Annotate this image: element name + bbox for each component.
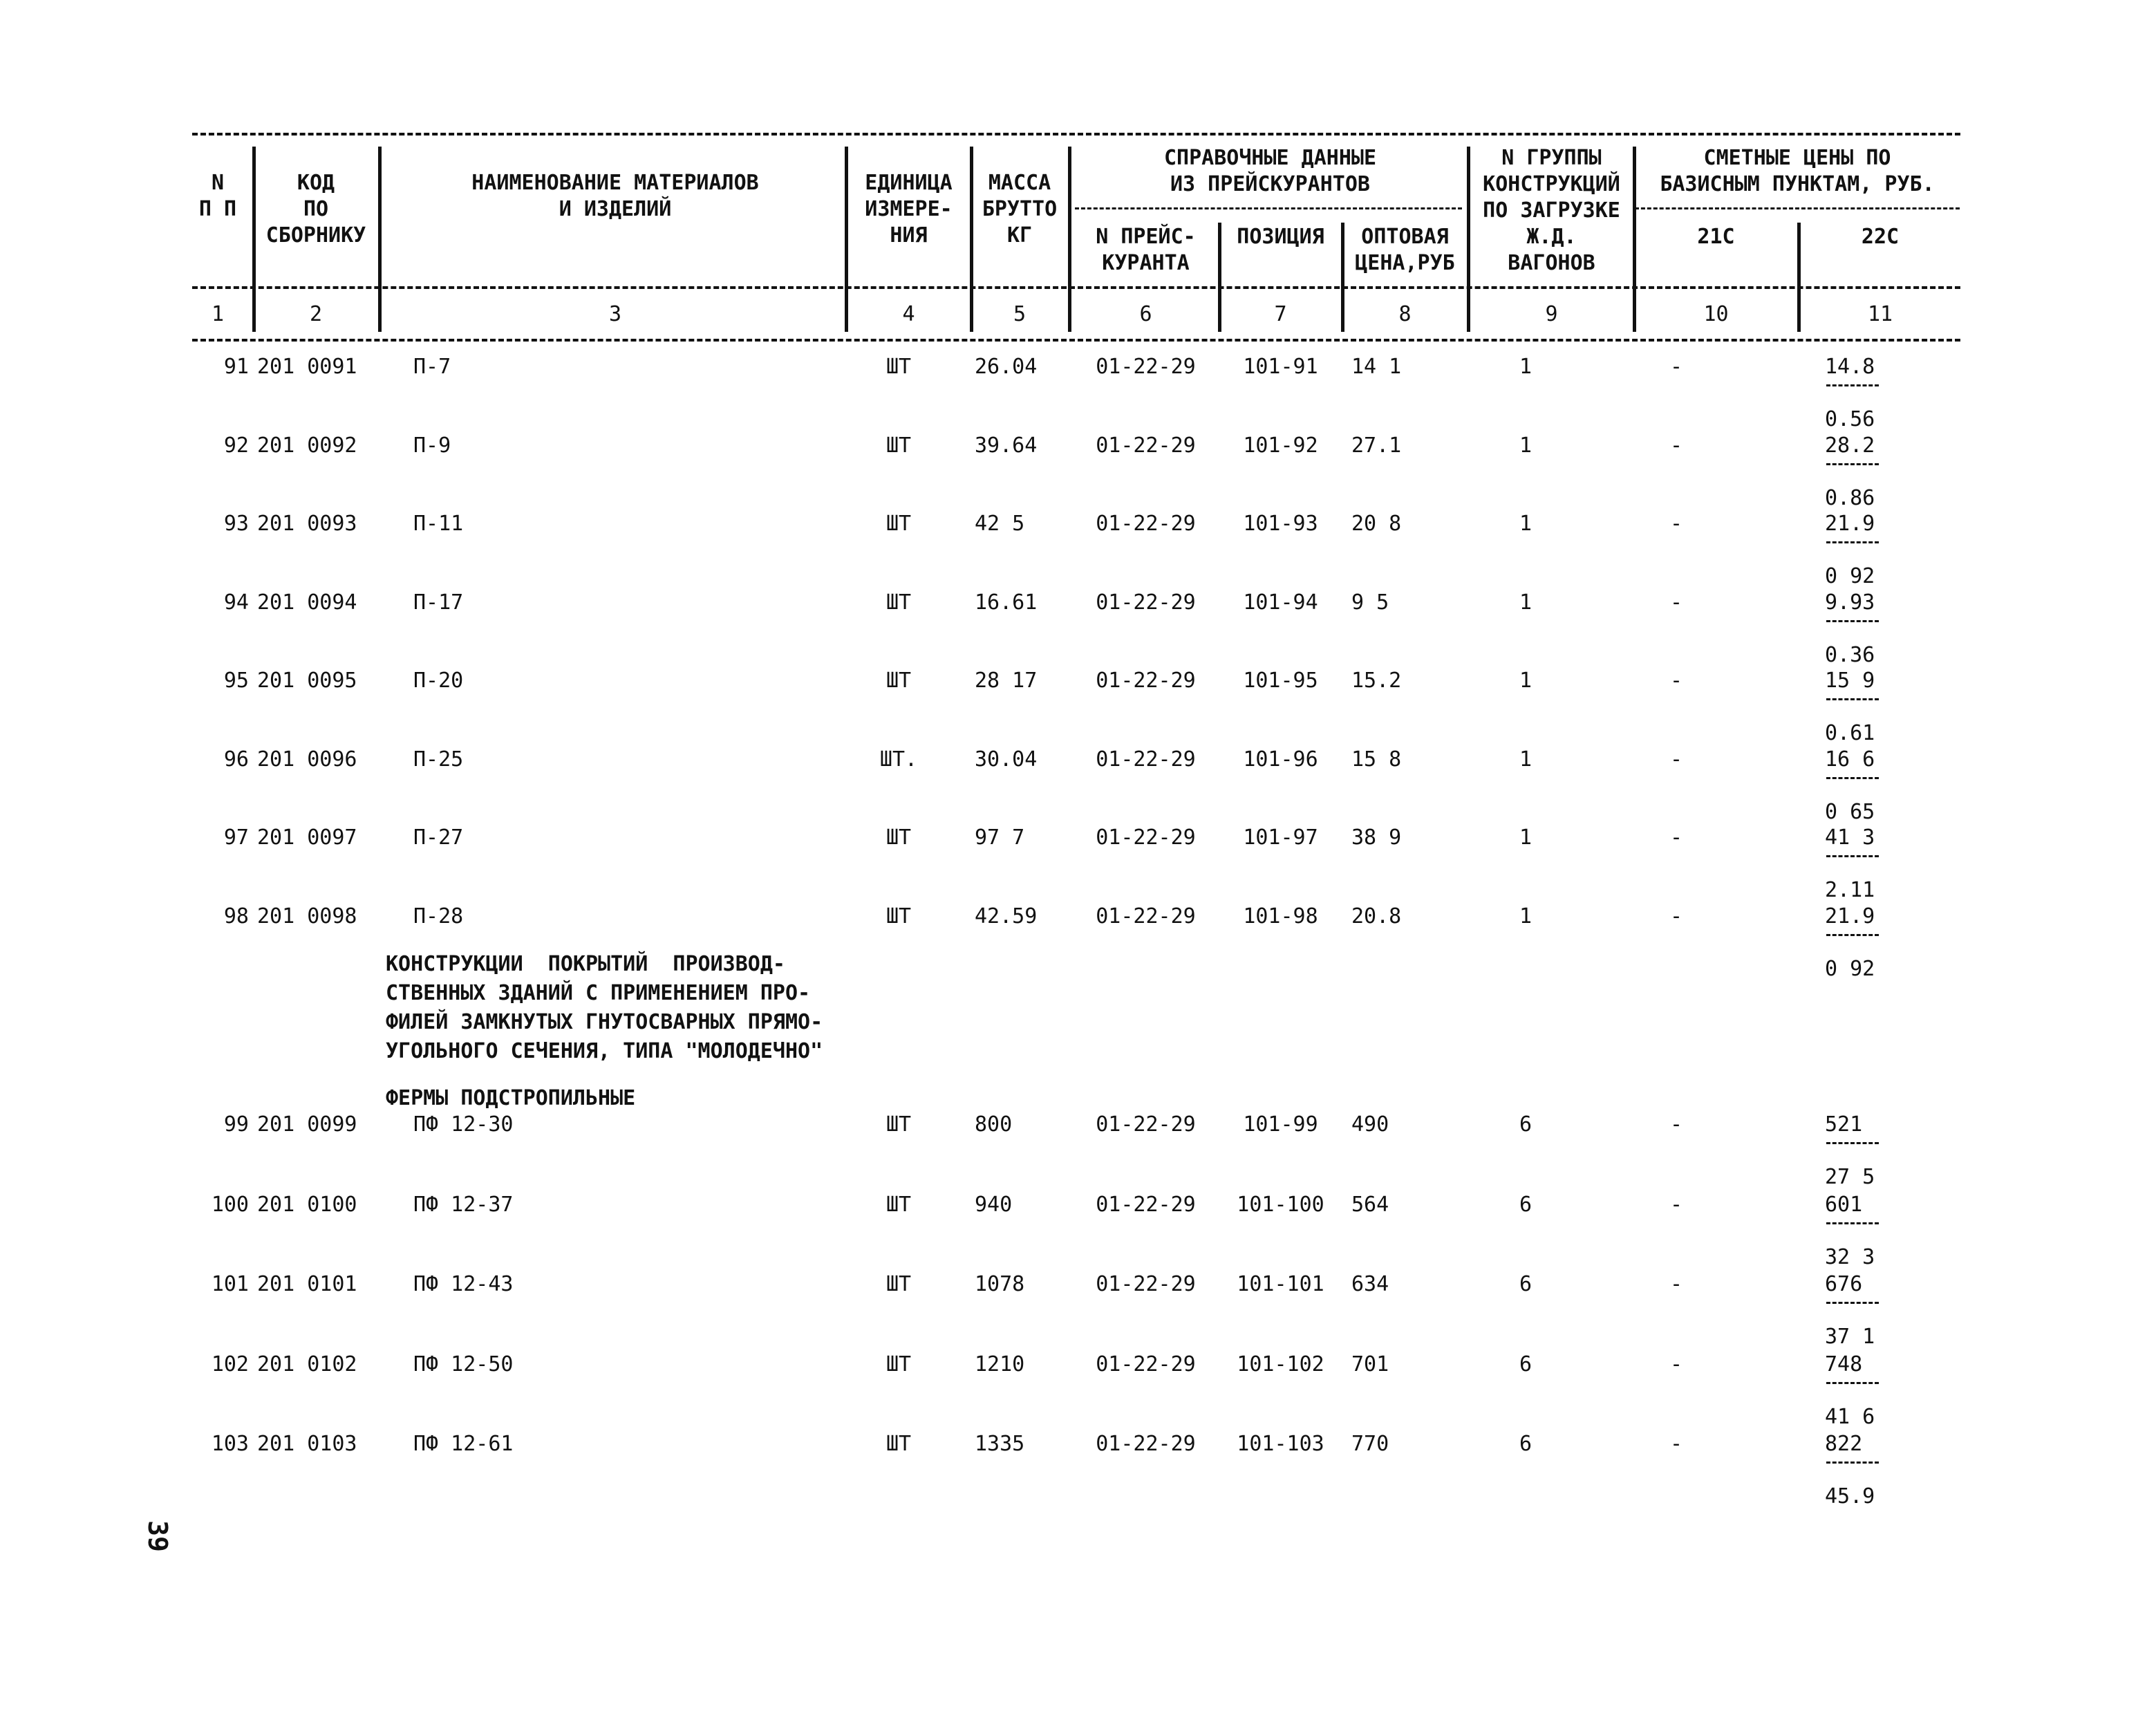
section-title-line: УГОЛЬНОГО СЕЧЕНИЯ, ТИПА "МОЛОДЕЧНО"	[386, 1039, 823, 1063]
cell-position: 101-101	[1237, 1272, 1324, 1296]
section-subtitle: ФЕРМЫ ПОДСТРОПИЛЬНЫЕ	[386, 1086, 636, 1110]
cell-group: 1	[1519, 355, 1532, 379]
cell-c21: -	[1669, 1112, 1683, 1137]
cell-mass: 26.04	[975, 355, 1038, 379]
cell-name: П-11	[413, 512, 464, 536]
colnum-2: 2	[309, 302, 323, 326]
cell-position: 101-92	[1243, 433, 1318, 458]
cell-mass: 940	[975, 1192, 1013, 1217]
cell-n: 101	[211, 1272, 249, 1296]
colnum-1: 1	[211, 302, 225, 326]
cell-c22-bottom: 0 65	[1825, 799, 1875, 824]
header-col8-line: ОПТОВАЯ	[1361, 225, 1449, 249]
colnum-8: 8	[1398, 302, 1412, 326]
cell-code: 201 0091	[257, 355, 357, 379]
fraction-line	[1826, 1222, 1879, 1224]
cell-name: П-27	[413, 825, 464, 850]
cell-wholesale: 770	[1351, 1432, 1389, 1456]
cell-code: 201 0093	[257, 512, 357, 536]
cell-n: 98	[223, 904, 249, 928]
cell-name: П-9	[413, 433, 451, 458]
cell-n: 91	[223, 355, 249, 379]
cell-n: 93	[223, 512, 249, 536]
header-col10: 21С	[1697, 225, 1735, 249]
cell-code: 201 0092	[257, 433, 357, 458]
cell-c22-top: 21.9	[1825, 512, 1875, 536]
header-col2	[250, 170, 382, 249]
cell-c22-top: 16 6	[1825, 747, 1875, 772]
cell-c22-top: 14.8	[1825, 355, 1875, 379]
cell-unit: ШТ	[885, 1352, 912, 1376]
header-col4-line: НИЯ	[890, 223, 928, 248]
cell-group: 1	[1519, 904, 1532, 928]
header-col2-line: ПО	[303, 197, 329, 221]
header-bottom-rule	[192, 339, 1960, 342]
header-col3-line: НАИМЕНОВАНИЕ МАТЕРИАЛОВ	[471, 171, 759, 195]
cell-position: 101-96	[1243, 747, 1318, 772]
cell-position: 101-97	[1243, 825, 1318, 850]
cell-mass: 42 5	[975, 512, 1025, 536]
header-col4	[845, 170, 973, 249]
header-col7-line: ПОЗИЦИЯ	[1237, 225, 1324, 249]
header-col8-line: ЦЕНА,РУБ	[1355, 251, 1455, 275]
cell-price-list: 01-22-29	[1096, 669, 1196, 693]
cell-unit: ШТ	[885, 590, 912, 615]
cell-c21: -	[1669, 1272, 1683, 1296]
header-vbar	[1068, 147, 1071, 332]
header-col6-line: КУРАНТА	[1102, 251, 1190, 275]
cell-price-list: 01-22-29	[1096, 747, 1196, 772]
cell-wholesale: 564	[1351, 1192, 1389, 1217]
price-subrule	[1635, 207, 1960, 209]
cell-code: 201 0095	[257, 669, 357, 693]
header-col7	[1220, 224, 1341, 250]
ref-subrule	[1075, 207, 1462, 209]
cell-c22-top: 521	[1825, 1112, 1863, 1137]
cell-mass: 97 7	[975, 825, 1025, 850]
cell-unit: ШТ	[885, 355, 912, 379]
header-col9-line: N ГРУППЫ	[1501, 146, 1602, 170]
cell-wholesale: 634	[1351, 1272, 1389, 1296]
cell-mass: 42.59	[975, 904, 1038, 928]
cell-c21: -	[1669, 1432, 1683, 1456]
cell-wholesale: 38 9	[1351, 825, 1402, 850]
cell-c21: -	[1669, 1352, 1683, 1376]
cell-price-list: 01-22-29	[1096, 1432, 1196, 1456]
cell-unit: ШТ	[885, 1432, 912, 1456]
header-top-rule	[192, 133, 1960, 136]
fraction-line	[1826, 698, 1879, 700]
cell-code: 201 0099	[257, 1112, 357, 1137]
cell-c22-bottom: 41 6	[1825, 1404, 1875, 1429]
cell-name: ПФ 12-30	[413, 1112, 514, 1137]
cell-c21: -	[1669, 590, 1683, 615]
cell-unit: ШТ.	[879, 747, 918, 772]
header-ref-line: ИЗ ПРЕЙСКУРАНТОВ	[1170, 172, 1370, 196]
cell-unit: ШТ	[885, 512, 912, 536]
cell-c22-bottom: 0.86	[1825, 485, 1875, 510]
page-number: 39	[142, 1520, 173, 1552]
section-title	[386, 950, 823, 1066]
section-title-line: ФИЛЕЙ ЗАМКНУТЫХ ГНУТОСВАРНЫХ ПРЯМО-	[386, 1010, 823, 1034]
cell-mass: 1078	[975, 1272, 1025, 1296]
cell-code: 201 0100	[257, 1192, 357, 1217]
cell-c21: -	[1669, 904, 1683, 928]
cell-price-list: 01-22-29	[1096, 904, 1196, 928]
cell-c22-bottom: 2.11	[1825, 878, 1875, 902]
header-ref-group	[1075, 145, 1465, 198]
cell-c22-top: 601	[1825, 1192, 1863, 1217]
cell-price-list: 01-22-29	[1096, 1112, 1196, 1137]
cell-c22-top: 28.2	[1825, 433, 1875, 458]
header-col1	[187, 170, 249, 223]
cell-position: 101-103	[1237, 1432, 1324, 1456]
cell-price-list: 01-22-29	[1096, 1192, 1196, 1217]
header-col5-line: БРУТТО	[982, 197, 1058, 221]
fraction-line	[1826, 384, 1879, 386]
colnum-10: 10	[1703, 302, 1729, 326]
cell-n: 95	[223, 669, 249, 693]
cell-c21: -	[1669, 355, 1683, 379]
cell-c22-bottom: 0 92	[1825, 956, 1875, 981]
cell-n: 99	[223, 1112, 249, 1137]
cell-c22-top: 21.9	[1825, 904, 1875, 928]
cell-group: 1	[1519, 590, 1532, 615]
header-col11: 22С	[1861, 225, 1900, 249]
cell-c22-bottom: 0.61	[1825, 721, 1875, 745]
cell-name: П-20	[413, 669, 464, 693]
cell-c21: -	[1669, 747, 1683, 772]
header-col9	[1467, 145, 1636, 277]
cell-price-list: 01-22-29	[1096, 1272, 1196, 1296]
cell-c22-bottom: 0.36	[1825, 642, 1875, 667]
cell-c21: -	[1669, 669, 1683, 693]
header-price-group	[1635, 145, 1960, 198]
colnum-7: 7	[1274, 302, 1287, 326]
header-col9-line: ПО ЗАГРУЗКЕ	[1483, 198, 1620, 223]
cell-group: 1	[1519, 433, 1532, 458]
cell-mass: 30.04	[975, 747, 1038, 772]
cell-c21: -	[1669, 825, 1683, 850]
cell-wholesale: 14 1	[1351, 355, 1402, 379]
fraction-line	[1826, 1382, 1879, 1384]
cell-n: 97	[223, 825, 249, 850]
cell-wholesale: 15 8	[1351, 747, 1402, 772]
cell-code: 201 0094	[257, 590, 357, 615]
cell-code: 201 0097	[257, 825, 357, 850]
header-col9-line: Ж.Д.	[1526, 225, 1577, 249]
header-col1-line: N	[211, 171, 225, 195]
fraction-line	[1826, 1461, 1879, 1464]
cell-c22-top: 9.93	[1825, 590, 1875, 615]
colnum-11: 11	[1867, 302, 1893, 326]
cell-c21: -	[1669, 1192, 1683, 1217]
header-col5-line: КГ	[1006, 223, 1033, 248]
cell-position: 101-102	[1237, 1352, 1324, 1376]
cell-price-list: 01-22-29	[1096, 1352, 1196, 1376]
cell-unit: ШТ	[885, 433, 912, 458]
cell-name: ПФ 12-37	[413, 1192, 514, 1217]
colnum-9: 9	[1545, 302, 1558, 326]
cell-position: 101-98	[1243, 904, 1318, 928]
cell-code: 201 0103	[257, 1432, 357, 1456]
cell-unit: ШТ	[885, 1272, 912, 1296]
fraction-line	[1826, 777, 1879, 779]
fraction-line	[1826, 855, 1879, 857]
cell-c22-bottom: 27 5	[1825, 1165, 1875, 1189]
cell-code: 201 0101	[257, 1272, 357, 1296]
header-col4-line: ИЗМЕРЕ-	[865, 197, 953, 221]
cell-c22-top: 41 3	[1825, 825, 1875, 850]
cell-n: 94	[223, 590, 249, 615]
fraction-line	[1826, 934, 1879, 936]
cell-c22-bottom: 45.9	[1825, 1484, 1875, 1509]
header-ref-line: СПРАВОЧНЫЕ ДАННЫЕ	[1163, 146, 1377, 170]
header-col9-line: ВАГОНОВ	[1508, 251, 1595, 275]
cell-position: 101-91	[1243, 355, 1318, 379]
cell-c22-bottom: 37 1	[1825, 1325, 1875, 1349]
cell-position: 101-99	[1243, 1112, 1318, 1137]
header-col9-line: КОНСТРУКЦИЙ	[1483, 172, 1620, 196]
cell-position: 101-94	[1243, 590, 1318, 615]
cell-c22-top: 822	[1825, 1432, 1863, 1456]
cell-mass: 16.61	[975, 590, 1038, 615]
cell-name: П-7	[413, 355, 451, 379]
cell-wholesale: 27.1	[1351, 433, 1402, 458]
cell-name: ПФ 12-43	[413, 1272, 514, 1296]
cell-mass: 1335	[975, 1432, 1025, 1456]
header-col3	[387, 170, 843, 223]
cell-wholesale: 701	[1351, 1352, 1389, 1376]
cell-group: 1	[1519, 747, 1532, 772]
header-col4-line: ЕДИНИЦА	[865, 171, 953, 195]
cell-c22-bottom: 0 92	[1825, 564, 1875, 588]
cell-c22-top: 15 9	[1825, 669, 1875, 693]
cell-wholesale: 20.8	[1351, 904, 1402, 928]
header-col3-line: И ИЗДЕЛИЙ	[559, 197, 672, 221]
cell-unit: ШТ	[885, 904, 912, 928]
fraction-line	[1826, 541, 1879, 543]
cell-wholesale: 9 5	[1351, 590, 1389, 615]
cell-group: 6	[1519, 1352, 1532, 1376]
cell-group: 1	[1519, 825, 1532, 850]
cell-unit: ШТ	[885, 825, 912, 850]
cell-code: 201 0096	[257, 747, 357, 772]
fraction-line	[1826, 1142, 1879, 1144]
cell-group: 6	[1519, 1112, 1532, 1137]
cell-c21: -	[1669, 512, 1683, 536]
colnum-3: 3	[608, 302, 622, 326]
cell-name: П-28	[413, 904, 464, 928]
fraction-line	[1826, 463, 1879, 465]
cell-name: ПФ 12-50	[413, 1352, 514, 1376]
cell-position: 101-93	[1243, 512, 1318, 536]
cell-position: 101-95	[1243, 669, 1318, 693]
header-mid-rule	[192, 286, 1960, 289]
header-col6	[1075, 224, 1217, 277]
header-col2-line: СБОРНИКУ	[265, 223, 366, 248]
header-price-line: БАЗИСНЫМ ПУНКТАМ, РУБ.	[1660, 172, 1935, 196]
cell-position: 101-100	[1237, 1192, 1324, 1217]
cell-price-list: 01-22-29	[1096, 512, 1196, 536]
cell-name: П-25	[413, 747, 464, 772]
cell-unit: ШТ	[885, 669, 912, 693]
cell-n: 102	[211, 1352, 249, 1376]
cell-c22-bottom: 32 3	[1825, 1244, 1875, 1269]
cell-c22-bottom: 0.56	[1825, 407, 1875, 431]
cell-price-list: 01-22-29	[1096, 433, 1196, 458]
cell-price-list: 01-22-29	[1096, 825, 1196, 850]
cell-wholesale: 15.2	[1351, 669, 1402, 693]
cell-mass: 800	[975, 1112, 1013, 1137]
header-col6-line: N ПРЕЙС-	[1096, 225, 1196, 249]
header-col2-line: КОД	[297, 171, 335, 195]
cell-wholesale: 490	[1351, 1112, 1389, 1137]
fraction-line	[1826, 1302, 1879, 1304]
cell-mass: 39.64	[975, 433, 1038, 458]
colnum-6: 6	[1139, 302, 1152, 326]
cell-code: 201 0102	[257, 1352, 357, 1376]
cell-c22-top: 676	[1825, 1272, 1863, 1296]
cell-mass: 28 17	[975, 669, 1038, 693]
header-col1-line: П П	[198, 197, 237, 221]
fraction-line	[1826, 620, 1879, 622]
cell-n: 103	[211, 1432, 249, 1456]
cell-code: 201 0098	[257, 904, 357, 928]
cell-group: 1	[1519, 669, 1532, 693]
cell-c21: -	[1669, 433, 1683, 458]
colnum-5: 5	[1013, 302, 1027, 326]
cell-group: 6	[1519, 1192, 1532, 1217]
cell-unit: ШТ	[885, 1112, 912, 1137]
cell-n: 96	[223, 747, 249, 772]
cell-n: 100	[211, 1192, 249, 1217]
header-col8	[1344, 224, 1465, 277]
cell-mass: 1210	[975, 1352, 1025, 1376]
cell-group: 1	[1519, 512, 1532, 536]
cell-name: П-17	[413, 590, 464, 615]
colnum-4: 4	[902, 302, 915, 326]
cell-price-list: 01-22-29	[1096, 355, 1196, 379]
cell-wholesale: 20 8	[1351, 512, 1402, 536]
section-title-line: КОНСТРУКЦИИ ПОКРЫТИЙ ПРОИЗВОД-	[386, 952, 785, 976]
cell-group: 6	[1519, 1432, 1532, 1456]
header-col5-line: МАССА	[988, 171, 1051, 195]
header-col5	[971, 170, 1068, 249]
cell-unit: ШТ	[885, 1192, 912, 1217]
cell-n: 92	[223, 433, 249, 458]
section-title-line: СТВЕННЫХ ЗДАНИЙ С ПРИМЕНЕНИЕМ ПРО-	[386, 981, 811, 1005]
cell-group: 6	[1519, 1272, 1532, 1296]
cell-price-list: 01-22-29	[1096, 590, 1196, 615]
header-price-line: СМЕТНЫЕ ЦЕНЫ ПО	[1703, 146, 1891, 170]
cell-c22-top: 748	[1825, 1352, 1863, 1376]
cell-name: ПФ 12-61	[413, 1432, 514, 1456]
